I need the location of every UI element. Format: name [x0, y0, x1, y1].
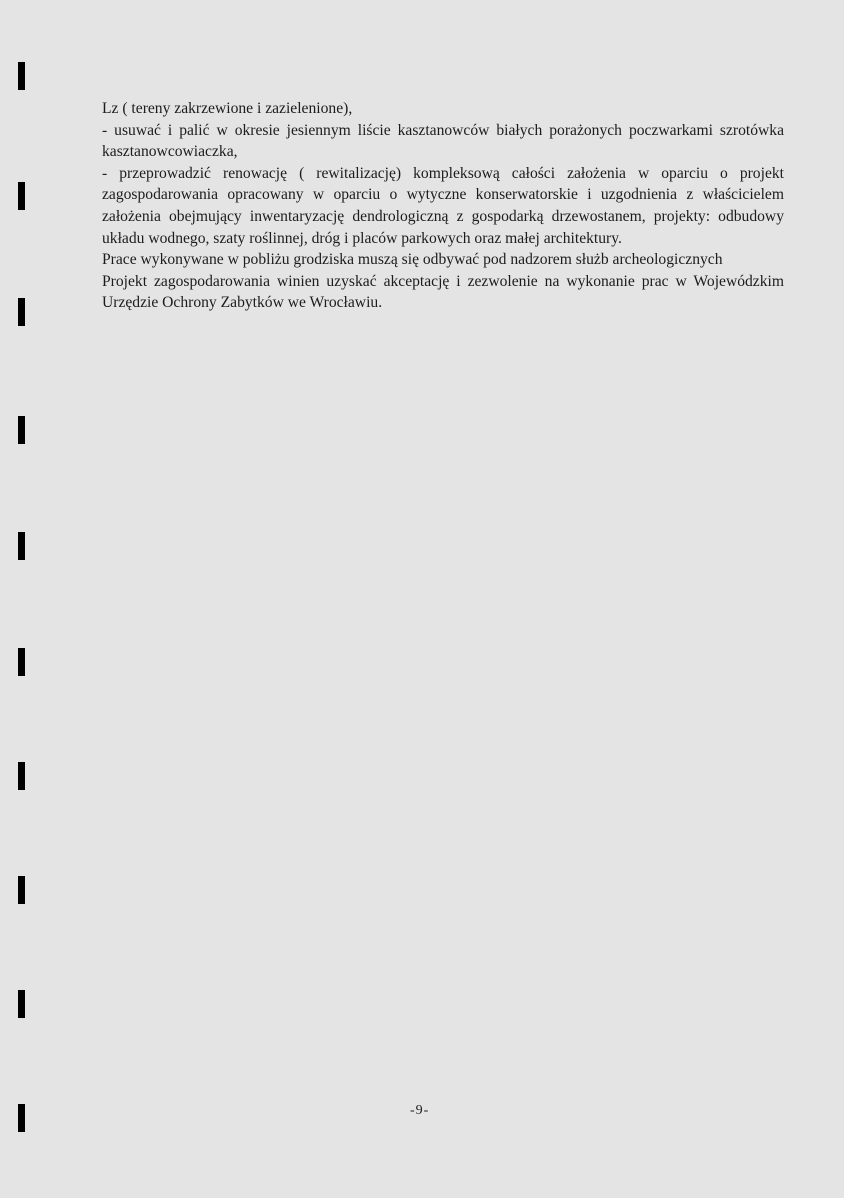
- paragraph-chestnut-leaves: - usuwać i palić w okresie jesiennym liście kasztanowców białych porażonych poczwarkami szrotówka kasztanowcowiaczka,: [102, 121, 784, 161]
- binding-mark: [18, 532, 25, 560]
- paragraph-archaeology: Prace wykonywane w pobliżu grodziska muszą się odbywać pod nadzorem służb archeologicznych: [102, 251, 723, 269]
- binding-mark: [18, 182, 25, 210]
- binding-mark: [18, 298, 25, 326]
- binding-mark: [18, 416, 25, 444]
- binding-mark: [18, 876, 25, 904]
- paragraph-approval: Projekt zagospodarowania winien uzyskać akceptację i zezwolenie na wykonanie prac w Wojewódzkim Urzędzie Ochrony Zabytków we Wrocławiu.: [102, 272, 784, 312]
- binding-mark: [18, 1104, 25, 1132]
- paragraph-renovation: - przeprowadzić renowację ( rewitalizację) kompleksową całości założenia w oparciu o projekt zagospodarowania opracowany w oparciu o wytyczne konserwatorskie i uzgodnienia z właścicielem założenia obejmujący inwentaryzację dendrologiczną z gospodarką drzewostanem, projekty: odbudowy układu wodnego, szaty roślinnej, dróg i placów parkowych oraz małej architektury.: [102, 164, 784, 247]
- binding-mark: [18, 762, 25, 790]
- binding-mark: [18, 62, 25, 90]
- body-text: [102, 98, 784, 314]
- paragraph-zone-heading: Lz ( tereny zakrzewione i zazielenione),: [102, 100, 353, 117]
- binding-mark: [18, 648, 25, 676]
- binding-mark: [18, 990, 25, 1018]
- page-number: -9-: [410, 1103, 430, 1118]
